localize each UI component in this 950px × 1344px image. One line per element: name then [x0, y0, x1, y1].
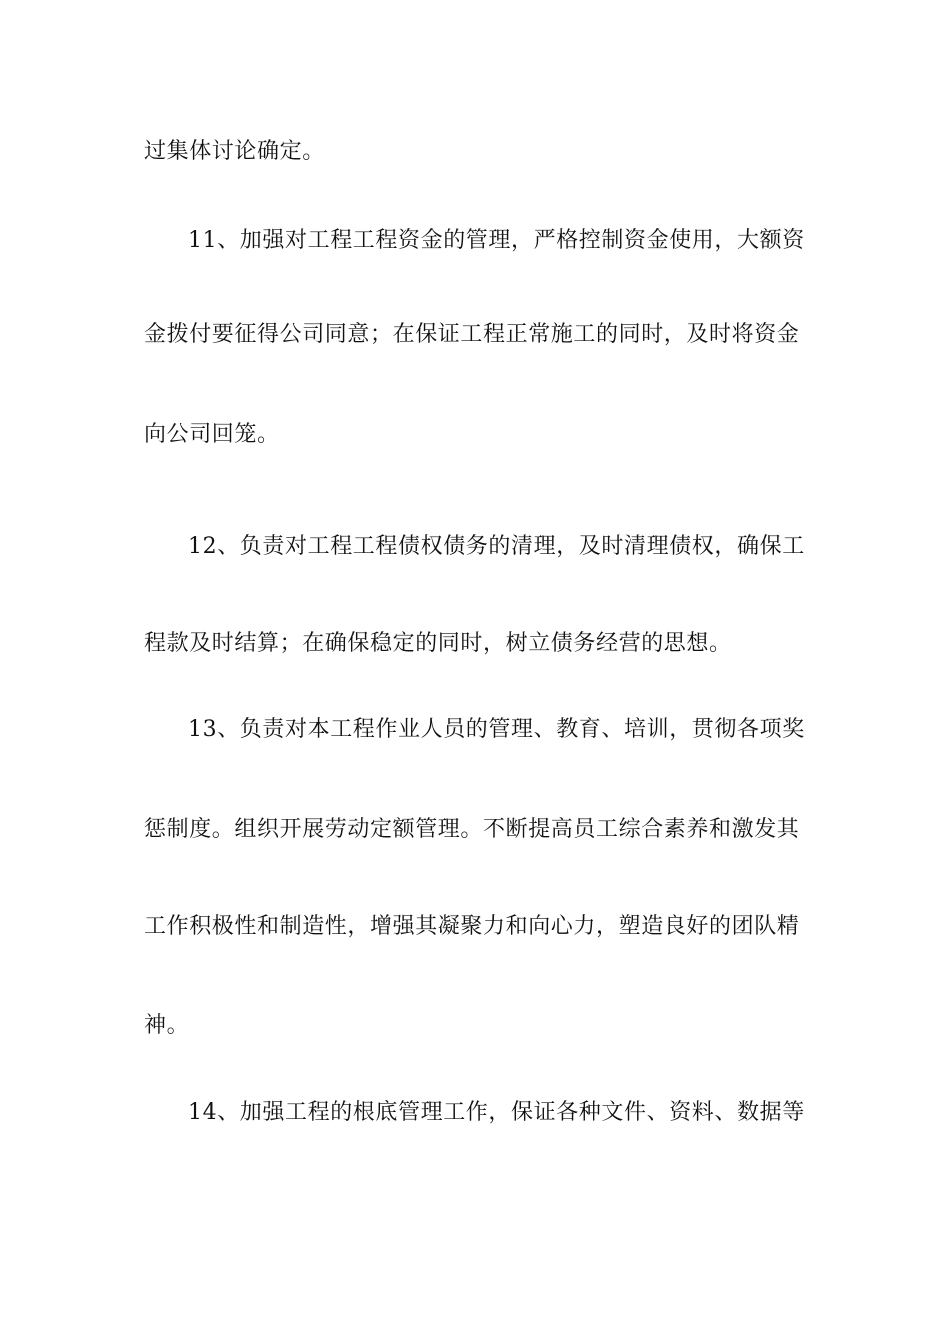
paragraph-14-line-1: 14、加强工程的根底管理工作，保证各种文件、资料、数据等 — [188, 1100, 805, 1125]
paragraph-11-line-1: 11、加强对工程工程资金的管理，严格控制资金使用，大额资 — [188, 228, 805, 253]
text-line: 向公司回笼。 — [144, 422, 280, 447]
text-line: 程款及时结算；在确保稳定的同时，树立债务经营的思想。 — [144, 631, 732, 656]
text-line: 工作积极性和制造性，增强其凝聚力和向心力，塑造良好的团队精 — [144, 914, 800, 939]
text-line: 神。 — [144, 1013, 190, 1038]
paragraph-12-line-1: 12、负责对工程工程债权债务的清理，及时清理债权，确保工 — [188, 534, 805, 559]
text-line: 惩制度。组织开展劳动定额管理。不断提高员工综合素养和激发其 — [144, 817, 800, 842]
paragraph-13-line-1: 13、负责对本工程作业人员的管理、教育、培训，贯彻各项奖 — [188, 717, 805, 742]
text-line: 金拨付要征得公司同意；在保证工程正常施工的同时，及时将资金 — [144, 322, 800, 347]
text-line: 过集体讨论确定。 — [144, 139, 325, 164]
